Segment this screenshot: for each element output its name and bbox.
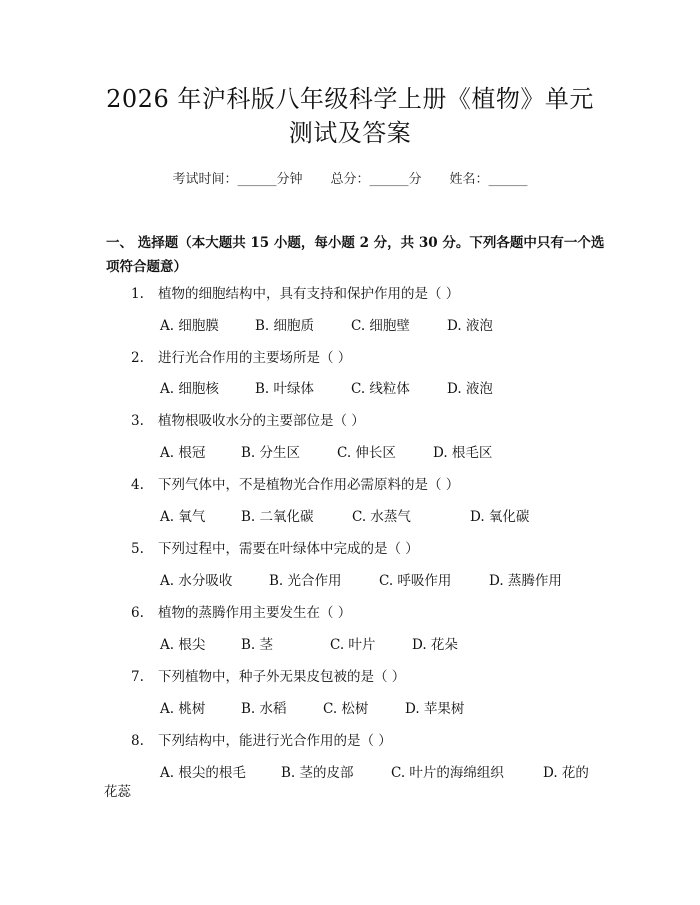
question-7 [131,665,405,685]
option-d: D. 苹果树 [405,701,465,717]
question-6-options [160,633,458,653]
question-number: 8. [131,733,144,749]
title-line-2: 测试及答案 [288,119,412,147]
option-b: B. 茎的皮部 [281,765,354,781]
question-7-options [160,697,464,717]
document-title [0,82,700,150]
option-b: B. 二氧化碳 [241,509,314,525]
option-b: B. 分生区 [241,445,301,461]
question-1 [131,282,459,302]
question-4 [131,473,459,493]
option-a: A. 细胞膜 [160,318,219,334]
question-2-options [160,377,493,397]
question-text: 进行光合作用的主要场所是（ ） [158,350,352,366]
question-6 [131,601,351,621]
option-a: A. 水分吸收 [160,573,233,589]
option-c: C. 叶片 [330,637,376,653]
question-text: 植物的蒸腾作用主要发生在（ ） [158,605,352,621]
option-c: C. 伸长区 [337,445,396,461]
option-c: C. 细胞壁 [351,318,410,334]
question-5 [131,537,419,557]
question-number: 4. [131,477,144,493]
option-d: D. 蒸腾作用 [489,573,562,589]
question-text: 植物根吸收水分的主要部位是（ ） [158,413,365,429]
question-5-options [160,569,562,589]
question-number: 7. [131,669,144,685]
option-a: A. 根冠 [160,445,206,461]
option-c: C. 叶片的海绵组织 [391,765,504,781]
question-number: 3. [131,413,144,429]
question-3-options [160,441,492,461]
title-line-1: 2026 年沪科版八年级科学上册《植物》单元 [106,85,594,113]
question-4-options [160,505,529,525]
option-a: A. 细胞核 [160,381,219,397]
option-d: D. 花的 [543,765,589,781]
exam-name: 姓名：______ [449,172,528,187]
question-1-options [160,314,493,334]
option-b: B. 光合作用 [269,573,342,589]
option-a: A. 氧气 [160,509,206,525]
question-number: 5. [131,541,144,557]
option-b: B. 叶绿体 [255,381,315,397]
option-c: C. 水蒸气 [352,509,411,525]
option-c: C. 线粒体 [351,381,410,397]
option-a: A. 根尖 [160,637,206,653]
option-d: D. 氧化碳 [470,509,530,525]
question-text: 植物的细胞结构中，具有支持和保护作用的是（ ） [158,286,460,302]
question-3 [131,409,365,429]
option-b: B. 水稻 [241,701,287,717]
question-8 [131,729,392,749]
question-number: 1. [131,286,144,302]
option-c: C. 呼吸作用 [379,573,452,589]
option-d: D. 液泡 [447,381,493,397]
question-2 [131,346,351,366]
option-a: A. 桃树 [160,701,206,717]
exam-score: 总分：______分 [330,172,422,187]
option-d: D. 根毛区 [433,445,493,461]
option-b: B. 茎 [241,637,274,653]
section-heading: 一、 选择题（本大题共 15 小题，每小题 2 分，共 30 分。下列各题中只有一个选项符合题意） [106,235,605,275]
exam-time: 考试时间：______分钟 [172,172,303,187]
option-d: D. 液泡 [447,318,493,334]
question-text: 下列气体中，不是植物光合作用必需原料的是（ ） [158,477,460,493]
question-8-option-d-continuation: 花蕊 [104,784,131,800]
option-b: B. 细胞质 [255,318,315,334]
question-number: 2. [131,350,144,366]
question-text: 下列过程中，需要在叶绿体中完成的是（ ） [158,541,419,557]
option-a: A. 根尖的根毛 [160,765,246,781]
question-text: 下列结构中，能进行光合作用的是（ ） [158,733,392,749]
question-text: 下列植物中，种子外无果皮包被的是（ ） [158,669,406,685]
exam-meta [0,168,700,187]
question-8-options [160,761,589,781]
option-d: D. 花朵 [412,637,458,653]
option-c: C. 松树 [323,701,369,717]
question-number: 6. [131,605,144,621]
